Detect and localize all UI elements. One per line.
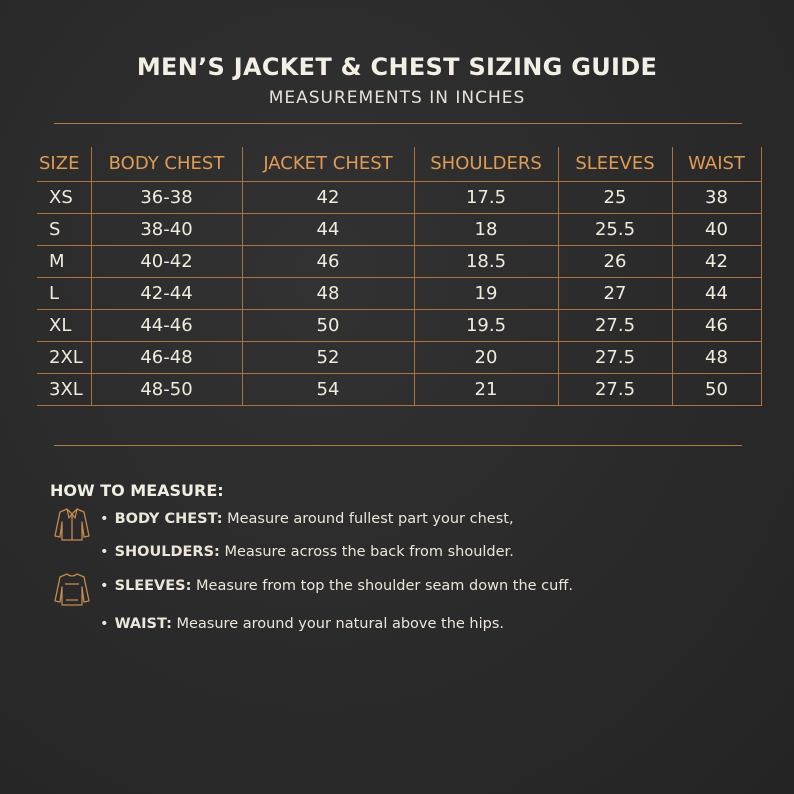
cell-jacket-chest: 42: [242, 181, 414, 213]
cell-body-chest: 38-40: [91, 213, 242, 245]
header-jacket-chest: JACKET CHEST: [242, 147, 414, 181]
table-header-row: [37, 147, 761, 181]
tip-label: BODY CHEST:: [114, 511, 223, 527]
cell-size: 2XL: [37, 341, 91, 373]
cell-shoulders: 19: [414, 277, 558, 309]
header-body-chest: BODY CHEST: [91, 147, 242, 181]
table-row: [37, 341, 761, 373]
cell-jacket-chest: 54: [242, 373, 414, 405]
tip-text: Measure around fullest part your chest,: [222, 511, 514, 527]
cell-size: 3XL: [37, 373, 91, 405]
cell-shoulders: 19.5: [414, 309, 558, 341]
table-row: [37, 213, 761, 245]
measure-tip-shoulders: [100, 544, 514, 560]
jacket-front-icon: [53, 505, 91, 547]
bullet: •: [100, 544, 109, 560]
table-row: [37, 373, 761, 405]
table-row: [37, 277, 761, 309]
cell-shoulders: 18.5: [414, 245, 558, 277]
cell-waist: 44: [672, 277, 761, 309]
tip-label: WAIST:: [114, 616, 172, 632]
cell-jacket-chest: 50: [242, 309, 414, 341]
cell-waist: 38: [672, 181, 761, 213]
table-row: [37, 181, 761, 213]
tip-text: Measure around your natural above the hips.: [171, 616, 505, 632]
cell-waist: 48: [672, 341, 761, 373]
cell-body-chest: 36-38: [91, 181, 242, 213]
cell-size: M: [37, 245, 91, 277]
cell-body-chest: 48-50: [91, 373, 242, 405]
size-table: [37, 147, 762, 406]
cell-jacket-chest: 44: [242, 213, 414, 245]
cell-shoulders: 21: [414, 373, 558, 405]
cell-jacket-chest: 48: [242, 277, 414, 309]
cell-sleeves: 27: [558, 277, 672, 309]
cell-sleeves: 27.5: [558, 341, 672, 373]
cell-body-chest: 42-44: [91, 277, 242, 309]
how-to-measure-heading: HOW TO MEASURE:: [50, 481, 224, 500]
cell-size: S: [37, 213, 91, 245]
tip-text: Measure from top the shoulder seam down the cuff.: [191, 578, 573, 594]
cell-waist: 50: [672, 373, 761, 405]
cell-size: XS: [37, 181, 91, 213]
cell-shoulders: 17.5: [414, 181, 558, 213]
header-waist: WAIST: [672, 147, 761, 181]
tip-label: SHOULDERS:: [114, 544, 220, 560]
cell-jacket-chest: 46: [242, 245, 414, 277]
cell-jacket-chest: 52: [242, 341, 414, 373]
page-title: MEN’S JACKET & CHEST SIZING GUIDE: [136, 53, 658, 81]
cell-sleeves: 25.5: [558, 213, 672, 245]
measure-tip-body-chest: [100, 511, 514, 527]
page-subtitle: MEASUREMENTS IN INCHES: [268, 88, 526, 108]
cell-body-chest: 40-42: [91, 245, 242, 277]
cell-waist: 42: [672, 245, 761, 277]
cell-size: XL: [37, 309, 91, 341]
cell-sleeves: 25: [558, 181, 672, 213]
top-divider: [54, 123, 742, 124]
cell-sleeves: 27.5: [558, 373, 672, 405]
cell-shoulders: 20: [414, 341, 558, 373]
cell-waist: 40: [672, 213, 761, 245]
tip-text: Measure across the back from shoulder.: [219, 544, 514, 560]
cell-size: L: [37, 277, 91, 309]
cell-sleeves: 26: [558, 245, 672, 277]
cell-body-chest: 44-46: [91, 309, 242, 341]
jacket-back-icon: [53, 570, 91, 612]
cell-sleeves: 27.5: [558, 309, 672, 341]
tip-label: SLEEVES:: [114, 578, 192, 594]
measure-tip-waist: [100, 616, 504, 632]
bullet: •: [100, 578, 109, 594]
bullet: •: [100, 616, 109, 632]
measure-tip-sleeves: [100, 578, 573, 594]
header-size: SIZE: [37, 147, 91, 181]
header-shoulders: SHOULDERS: [414, 147, 558, 181]
section-divider: [54, 445, 742, 446]
cell-waist: 46: [672, 309, 761, 341]
header-sleeves: SLEEVES: [558, 147, 672, 181]
table-row: [37, 245, 761, 277]
bullet: •: [100, 511, 109, 527]
cell-body-chest: 46-48: [91, 341, 242, 373]
cell-shoulders: 18: [414, 213, 558, 245]
table-row: [37, 309, 761, 341]
